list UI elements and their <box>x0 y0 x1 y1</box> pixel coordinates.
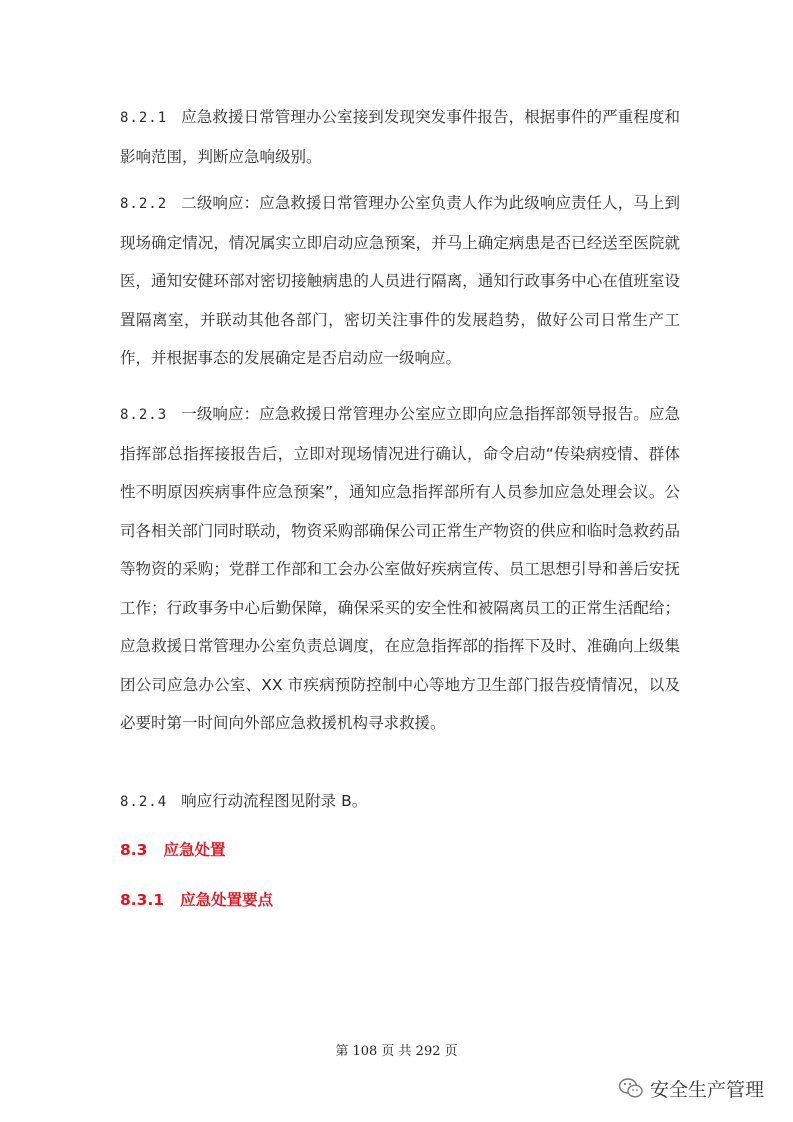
clause-number: 8.2.1 <box>120 110 168 126</box>
clause-number: 8.2.3 <box>120 407 168 423</box>
section-title: 应急处置 <box>163 841 226 859</box>
clause-number: 8.2.4 <box>120 794 168 810</box>
clause-text: 应急救援日常管理办公室接到发现突发事件报告，根据事件的严重程度和影响范围，判断应急响级别。 <box>120 108 680 166</box>
section-heading-8-3 <box>120 838 225 860</box>
clause-number: 8.2.2 <box>120 196 168 212</box>
section-number: 8.3.1 <box>120 891 165 909</box>
clause-text: 响应行动流程图见附录 B。 <box>181 792 368 810</box>
section-title: 应急处置要点 <box>180 891 274 909</box>
paragraph-8-2-2 <box>120 184 680 378</box>
paragraph-8-2-1 <box>120 98 680 176</box>
clause-text: 二级响应：应急救援日常管理办公室负责人作为此级响应责任人，马上到现场确定情况，情况属实立即启动应急预案，并马上确定病患是否已经送至医院就医，通知安健环部对密切接触病患的人员进行隔离，通知行政事务中心在值班室设置隔离室，并联动其他各部门，密切关注事件的发展趋势，做好公司日常生产工作，并根据事态的发展确定是否启动应一级响应。 <box>120 194 680 367</box>
clause-text: 一级响应：应急救援日常管理办公室应立即向应急指挥部领导报告。应急指挥部总指挥接报告后，立即对现场情况进行确认，命令启动“传染病疫情、群体性不明原因疾病事件应急预案”，通知应急指挥部所有人员参加应急处理会议。公司各相关部门同时联动，物资采购部确保公司正常生产物资的供应和临时急救药品等物资的采购；党群工作部和工会办公室做好疾病宣传、员工思想引导和善后安抚工作；行政事务中心后勤保障，确保采买的安全性和被隔离员工的正常生活配给；应急救援日常管理办公室负责总调度，在应急指挥部的指挥下及时、准确向上级集团公司应急办公室、XX 市疾病预防控制中心等地方卫生部门报告疫情情况，以及必要时第一时间向外部应急救援机构寻求救援。 <box>120 405 680 732</box>
paragraph-8-2-3 <box>120 395 680 743</box>
wechat-icon <box>618 1076 644 1100</box>
brand-watermark <box>618 1074 764 1102</box>
section-heading-8-3-1 <box>120 888 273 910</box>
page-footer: 第 108 页 共 292 页 <box>335 1044 458 1059</box>
section-number: 8.3 <box>120 841 148 859</box>
paragraph-8-2-4 <box>120 782 680 822</box>
brand-name: 安全生产管理 <box>650 1078 765 1101</box>
